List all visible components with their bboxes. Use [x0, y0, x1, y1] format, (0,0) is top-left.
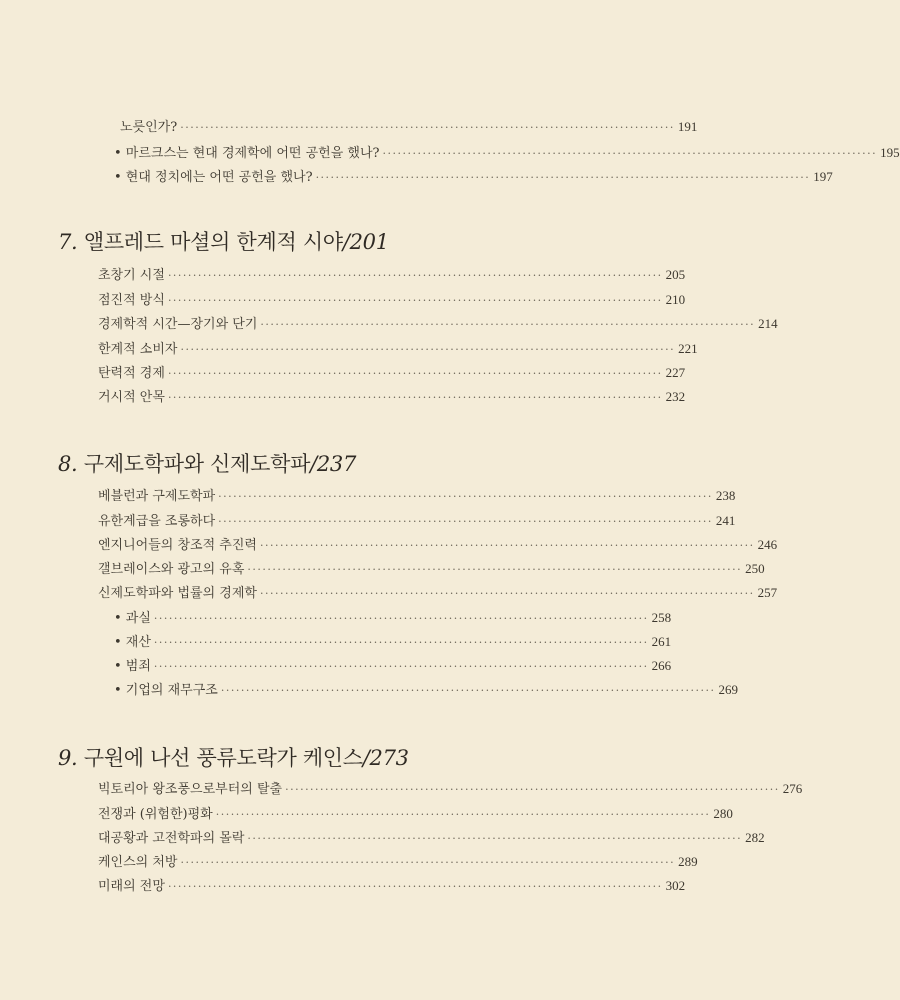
entry-label: 엔지니어들의 창조적 추진력: [98, 538, 257, 553]
toc-entry: [98, 315, 778, 333]
entry-label: 경제학적 시간—장기와 단기: [98, 317, 258, 332]
toc-subentry: [114, 609, 672, 627]
entry-page: 191: [677, 119, 698, 134]
leader-dots: ···································································································: [259, 587, 755, 600]
entry-page: 280: [713, 806, 733, 821]
leader-dots: ···································································································: [218, 515, 713, 528]
entry-label: • 재산: [114, 635, 151, 650]
leader-dots: ···································································································: [167, 880, 663, 893]
toc-subentry: [114, 633, 672, 651]
entry-page: 257: [757, 585, 778, 600]
toc-entry: [98, 364, 686, 382]
entry-page: 302: [665, 878, 686, 893]
toc-entry: [98, 487, 736, 505]
entry-label: • 범죄: [114, 659, 151, 674]
toc-entry: [120, 118, 698, 136]
entry-page: 214: [758, 316, 778, 331]
entry-label: 유한계급을 조롱하다: [98, 514, 216, 529]
entry-label: • 마르크스는 현대 경제학에 어떤 공헌을 했나?: [114, 146, 380, 161]
leader-dots: ···································································································: [180, 343, 676, 356]
toc-entry: [98, 853, 698, 871]
toc-entry: [98, 536, 778, 554]
toc-entry: [98, 780, 803, 798]
toc-entry: [98, 560, 765, 578]
leader-dots: ···································································································: [153, 660, 649, 673]
entry-page: 258: [651, 610, 672, 625]
entry-page: 238: [715, 488, 736, 503]
toc-entry: [98, 266, 686, 284]
leader-dots: ···································································································: [247, 563, 743, 576]
entry-page: 205: [665, 267, 686, 282]
entry-page: 269: [718, 682, 739, 697]
toc-entry: [98, 584, 778, 602]
entry-page: 246: [757, 537, 778, 552]
entry-page: 210: [665, 292, 686, 307]
leader-dots: ···································································································: [315, 171, 811, 184]
entry-page: 282: [745, 830, 765, 845]
entry-label: 탄력적 경제: [98, 366, 165, 381]
chapter-heading: [58, 226, 389, 256]
leader-dots: ···································································································: [285, 783, 780, 796]
chapter-page: /201: [342, 230, 389, 254]
entry-page: 276: [782, 781, 803, 796]
entry-label: 노릇인가?: [120, 120, 178, 135]
chapter-number: 9.: [58, 746, 78, 770]
entry-page: 232: [665, 389, 686, 404]
entry-page: 227: [665, 365, 686, 380]
chapter-heading: [58, 448, 356, 478]
entry-page: 241: [715, 513, 736, 528]
toc-entry: [114, 144, 900, 162]
entry-label: 거시적 안목: [98, 390, 165, 405]
leader-dots: ···································································································: [167, 367, 663, 380]
leader-dots: ···································································································: [153, 636, 649, 649]
toc-entry: [98, 829, 765, 847]
entry-label: • 현대 정치에는 어떤 공헌을 했나?: [114, 170, 313, 185]
toc-entry: [98, 340, 698, 358]
entry-label: 대공황과 고전학파의 몰락: [98, 831, 245, 846]
toc-subentry: [114, 681, 739, 699]
entry-page: 250: [745, 561, 765, 576]
chapter-page: /273: [362, 746, 409, 770]
leader-dots: ···································································································: [167, 269, 663, 282]
entry-label: 신제도학파와 법률의 경제학: [98, 586, 257, 601]
leader-dots: ···································································································: [259, 539, 755, 552]
leader-dots: ···································································································: [247, 832, 743, 845]
leader-dots: ···································································································: [180, 856, 676, 869]
entry-label: • 과실: [114, 611, 151, 626]
entry-label: 갤브레이스와 광고의 유혹: [98, 562, 245, 577]
entry-label: 베블런과 구제도학파: [98, 489, 216, 504]
entry-label: 초창기 시절: [98, 268, 165, 283]
chapter-heading: [58, 742, 409, 772]
toc-entry: [98, 291, 686, 309]
entry-label: 케인스의 처방: [98, 855, 178, 870]
leader-dots: ···································································································: [382, 147, 878, 160]
entry-page: 221: [678, 341, 698, 356]
chapter-number: 7.: [58, 230, 78, 254]
entry-page: 289: [678, 854, 698, 869]
chapter-title: 구원에 나선 풍류도락가 케인스: [83, 746, 363, 770]
leader-dots: ···································································································: [215, 808, 711, 821]
leader-dots: ···································································································: [260, 318, 756, 331]
chapter-title: 앨프레드 마셜의 한계적 시야: [83, 230, 343, 254]
toc-entry: [98, 877, 686, 895]
leader-dots: ···································································································: [220, 684, 716, 697]
leader-dots: ···································································································: [167, 294, 663, 307]
leader-dots: ···································································································: [167, 391, 663, 404]
entry-page: 266: [651, 658, 672, 673]
entry-page: 195: [880, 145, 900, 160]
leader-dots: ···································································································: [180, 121, 675, 134]
toc-entry: [98, 512, 736, 530]
chapter-number: 8.: [58, 452, 78, 476]
entry-page: 197: [813, 169, 833, 184]
entry-label: 한계적 소비자: [98, 342, 178, 357]
toc-subentry: [114, 657, 672, 675]
leader-dots: ···································································································: [218, 490, 713, 503]
entry-page: 261: [651, 634, 672, 649]
entry-label: • 기업의 재무구조: [114, 683, 218, 698]
entry-label: 미래의 전망: [98, 879, 165, 894]
chapter-title: 구제도학파와 신제도학파: [83, 452, 311, 476]
entry-label: 빅토리아 왕조풍으로부터의 탈출: [98, 782, 283, 797]
toc-entry: [98, 388, 686, 406]
entry-label: 전쟁과 (위험한)평화: [98, 807, 213, 822]
toc-entry: [114, 168, 833, 186]
entry-label: 점진적 방식: [98, 293, 165, 308]
toc-entry: [98, 805, 733, 823]
leader-dots: ···································································································: [153, 612, 649, 625]
chapter-page: /237: [310, 452, 357, 476]
